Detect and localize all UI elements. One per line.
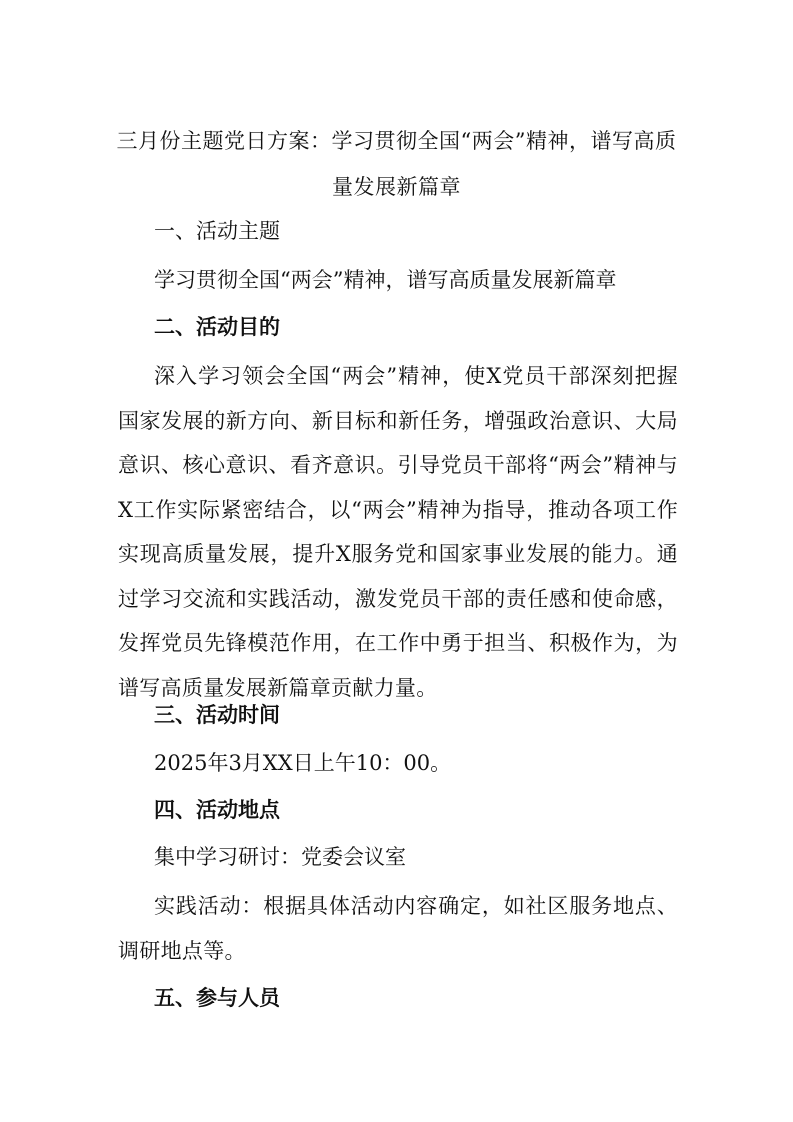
section-heading-participants: 五、参与人员 <box>154 985 280 1010</box>
section-heading-time: 三、活动时间 <box>154 702 280 727</box>
time-text: 2025年3月XX日上午10：00。 <box>154 751 452 775</box>
theme-text: 学习贯彻全国“两会”精神，谱写高质量发展新篇章 <box>154 268 617 292</box>
section-heading-location: 四、活动地点 <box>154 797 280 822</box>
document-title: 三月份主题党日方案：学习贯彻全国“两会”精神，谱写高质量发展新篇章 <box>116 129 677 199</box>
section-heading-purpose: 二、活动目的 <box>154 314 280 339</box>
location-practice-paragraph: 实践活动：根据具体活动内容确定，如社区服务地点、调研地点等。 <box>118 894 678 963</box>
section-heading-theme: 一、活动主题 <box>154 219 280 243</box>
purpose-paragraph: 深入学习领会全国“两会”精神，使X党员干部深刻把握国家发展的新方向、新目标和新任务，增强政治意识、大局意识、核心意识、看齐意识。引导党员干部将“两会”精神与X工作实际紧密结合，以“两会”精神为指导，推动各项工作实现高质量发展，提升X服务党和国家事业发展的能力。通过学习交流和实践活动，激发党员干部的责任感和使命感，发挥党员先锋模范作用，在工作中勇于担当、积极作为，为谱写高质量发展新篇章贡献力量。 <box>118 364 678 700</box>
location-study-text: 集中学习研讨：党委会议室 <box>154 845 406 869</box>
